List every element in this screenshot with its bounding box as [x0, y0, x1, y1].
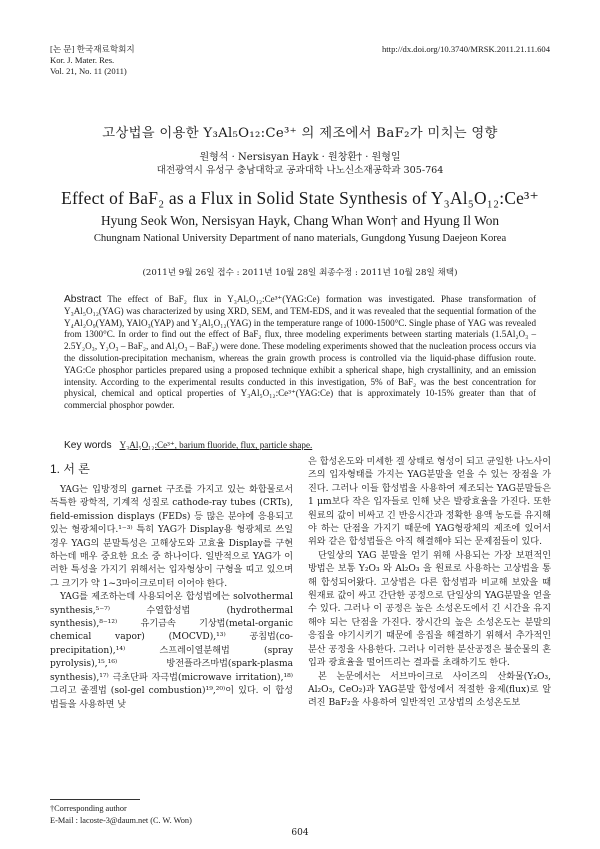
doi-link[interactable]: http://dx.doi.org/10.3740/MRSK.2011.21.11.604 — [382, 44, 550, 54]
authors-korean: 원형석 · Nersisyan Hayk · 원창환† · 원형일 — [199, 152, 401, 163]
keywords-text: Y₃Al₅O₁₂:Ce³⁺, barium fluoride, flux, particle shape. — [119, 440, 313, 450]
paragraph: 은 합성온도와 미세한 겔 상태로 형성이 되고 균일한 나노사이즈의 입자형태를 가지는 YAG분말을 얻을 수 있는 장점을 가진다. 그러나 이들 합성법을 사용하여 제조되는 YAG분말들은 1 μm보다 작은 입자들로 인해 낮은 발광효율을 가진다. 또한 원료의 값이 비싸고 긴 반응시간과 정확한 용액 농도를 유지해야 하는 단점을 가지기 때문에 YAG형광체의 제조에 있어서 위와 같은 합성법들은 아직 해결해야 되는 문제점들이 있다. — [308, 457, 551, 548]
authors-english: Hyung Seok Won, Nersisyan Hayk, Chang Whan Won† and Hyung Il Won — [101, 213, 499, 228]
submission-dates: (2011년 9월 26일 접수 : 2011년 10월 28일 최종수정 : 2011년 10월 28일 채택) — [142, 268, 458, 278]
title-english: Effect of BaF₂ as a Flux in Solid State Synthesis of Y₃Al₅O₁₂:Ce³⁺ — [61, 188, 539, 208]
journal-header — [50, 44, 135, 78]
keywords — [64, 440, 536, 451]
affiliation-korean: 대전광역시 유성구 충남대학교 공과대학 나노신소재공학과 305-764 — [156, 165, 444, 176]
corresponding-author-note: †Corresponding author — [50, 804, 127, 813]
body-column-left — [50, 484, 293, 712]
abstract — [64, 294, 536, 412]
affiliation-english: Chungnam National University Department of nano materials, Gungdong Yusung Daejeon Korea — [93, 233, 507, 244]
journal-volume: Vol. 21, No. 11 (2011) — [50, 66, 127, 77]
footnote-divider — [50, 799, 140, 800]
abstract-text: The effect of BaF₂ flux in Y₃Al₅O₁₂:Ce³⁺(YAG:Ce) formation was investigated. Phase transformation of Y₃Al₅O₁₂(YAG) was characterized by using XRD, SEM, and TEM-EDS, and it was revealed that the sequential formation of the Y₄Al₂O₉(YAM), YAlO₃(YAP) and Y₃Al₅O₁₂(YAG) in the temperature range of 1000-1500°C. Single phase of YAG was revealed from 1300°C. In order to find out the effect of BaF₂ flux, three modeling experiments between starting materials (1.5Al₂O₃ – 2.5Y₂O₃, Y₂O₃ – BaF₂, and Al₂O₃ – BaF₂) were done. These modeling experiments showed that the nucleation process occurs via the dissolution-precipitation mechanism, whereas the grain growth process is controlled via the liquid-phase diffusion route. YAG:Ce phosphor particles prepared using a proposed technique exhibit a spherical shape, high crystallinity, and an emission intensity. According to the experimental results conducted in this investigation, 5% of BaF₂ was the best concentration for physical, chemical and optical properties of Y₃Al₅O₁₂:Ce³⁺(YAG:Ce) that is approximately 10-15% greater than that of commercial phosphor powder. — [64, 294, 536, 411]
abstract-label: Abstract — [64, 294, 102, 305]
page-number: 604 — [291, 828, 309, 838]
footnote — [50, 803, 192, 826]
section-heading: 1. 서 론 — [50, 462, 90, 476]
email-note: E-Mail : lacoste-3@daum.net (C. W. Won) — [50, 815, 192, 825]
keywords-label: Key words — [64, 440, 112, 451]
body-column-right — [308, 456, 551, 711]
title-korean: 고상법을 이용한 Y₃Al₅O₁₂:Ce³⁺ 의 제조에서 BaF₂가 미치는 영향 — [102, 126, 498, 141]
paragraph: 본 논문에서는 서브마이크로 사이즈의 산화물(Y₂O₃, Al₂O₃, CeO₂)과 YAG분말 합성에서 적절한 융제(flux)로 알려진 BaF₂을 사용하여 일반적인 고상법의 소성온도보 — [308, 671, 551, 709]
paragraph: YAG는 입방정의 garnet 구조를 가지고 있는 화합물로서 독특한 광학적, 기계적 성질로 cathode-ray tubes (CRTs), field-emission displays (FEDs) 등 많은 분야에 응용되고 있는 형광체이다.¹⁻³⁾ 특히 YAG가 Display용 형광체로 쓰일 경우 YAG의 분말특성은 고해상도와 고효율 Display를 구현하는데 매우 중요한 요소 중 하나이다. 일반적으로 YAG가 이러한 특성을 가지기 위해서는 입자형상이 구형을 띠고 있으며 그 크기가 약 1~3마이크로미터 이어야 한다. — [50, 485, 293, 589]
journal-name-en: Kor. J. Mater. Res. — [50, 55, 115, 66]
journal-name-ko: [논 문] 한국재료학회지 — [50, 44, 135, 54]
paragraph: 단일상의 YAG 분말을 얻기 위해 사용되는 가장 보편적인 방법은 보통 Y₂O₃ 와 Al₂O₃ 을 원료로 사용하는 고상법을 통해 합성되어왔다. 고상법은 다른 합성법과 비교해 보았을 때 원재료 값이 싸고 간단한 공정으로 단일상의 YAG분말을 얻을 수 있다. 그러나 이 공정은 높은 소성온도에서 긴 시간을 유지해야 되는 단점을 가진다. 장시간의 높은 소성온도는 분말의 응집을 야기시키기 때문에 응집을 해결하기 위해서 추가적인 분산 공정을 사용한다. 그러나 이러한 분산공정은 불순물의 혼입과 광효율을 떨어뜨리는 결과를 초래하기도 한다. — [308, 550, 551, 669]
paragraph: YAG를 제조하는데 사용되어온 합성법에는 solvothermal synthesis,⁵⁻⁷⁾ 수열합성법 (hydrothermal synthesis),⁸⁻¹²⁾ 유기금속 기상법(metal-organic chemical vapor) (MOCVD),¹³⁾ 공침법(co-precipitation),¹⁴⁾ 스프레이열분해법 (spray pyrolysis),¹⁵,¹⁶⁾ 방전플라즈마법(spark-plasma synthesis),¹⁷⁾ 극초단파 자극법(microwave irritation),¹⁸⁾ 그리고 졸겔법 (sol-gel combustion)¹⁹,²⁰⁾이 있다. 이 합성법들을 사용하면 낮 — [50, 592, 293, 710]
